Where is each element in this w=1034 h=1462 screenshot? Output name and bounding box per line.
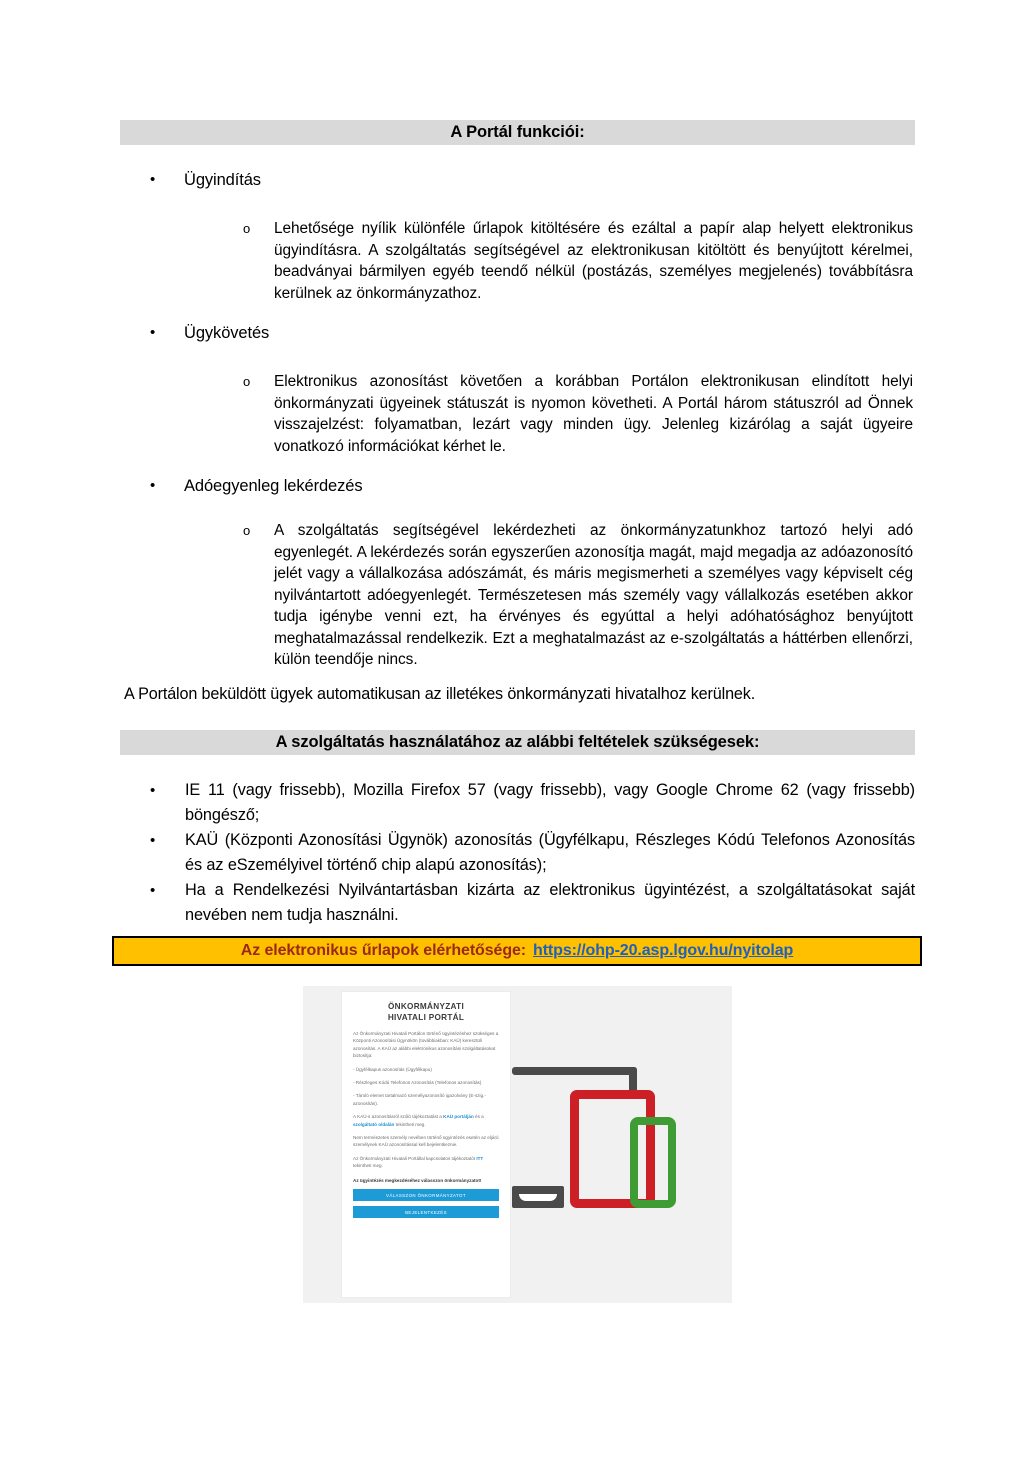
login-button[interactable]: BEJELENTKEZÉS bbox=[353, 1206, 499, 1218]
requirements-list bbox=[150, 778, 915, 928]
itt-link[interactable]: ITT bbox=[476, 1155, 484, 1161]
portal-method-telefonos: - Részleges Kódú Telefonos Azonosítás (Telefonos azonosítás) bbox=[353, 1080, 482, 1086]
eform-link-box bbox=[112, 936, 922, 966]
section-header-requirements-text: A szolgáltatás használatához az alábbi feltételek szükségesek: bbox=[275, 733, 760, 752]
phone-icon bbox=[630, 1117, 676, 1208]
note-paragraph: A Portálon beküldött ügyek automatikusan az illetékes önkormányzati hivatalhoz kerülnek. bbox=[124, 685, 756, 703]
paragraph-adoegyenleg-text: A szolgáltatás segítségével lekérdezheti az önkormányzatunkhoz tartozó helyi adó egyenlegét. A lekérdezés során egyszerűen azonosítja magát, majd megadja az adóazonosító jelét vagy a vállalkozása adószámát, és máris megismerheti a személyes vagy képviselt cég nyilvántartott adóegyenlegét. Természetesen más személy vagy vállalkozás esetében akkor tudja igénybe venni ezt, ha érvényes és egyúttal a helyi adóhatósághoz benyújtott meghatalmazással rendelkezik. Ezt a meghatalmazást az e-szolgáltatás a háttérben ellenőrzi, külön teendője nincs. bbox=[274, 522, 913, 668]
eform-link-url[interactable]: https://ohp-20.asp.lgov.hu/nyitolap bbox=[533, 942, 794, 959]
paragraph-adoegyenleg bbox=[243, 520, 913, 671]
bullet-disc-icon: • bbox=[150, 782, 156, 799]
paragraph-ugyinditas-text: Lehetősége nyílik különféle űrlapok kitöltésére és ezáltal a papír alap helyett elektronikus ügyindításra. A szolgáltatás segítségével az elektronikusan kitöltött és benyújtott kérelmei, beadványai bármilyen egyéb teendő nélkül (postázás, személyes megjelenés) továbbításra kerülnek az önkormányzathoz. bbox=[274, 220, 913, 302]
portal-method-eszig: - Tároló elemet tartalmazó személyazonosító igazolvány (E-szig.-azonosítás). bbox=[353, 1093, 486, 1106]
list-item-adoegyenleg-label: Adóegyenleg lekérdezés bbox=[184, 477, 363, 495]
portal-title-line2: HIVATALI PORTÁL bbox=[387, 1013, 465, 1022]
bullet-circle-icon: o bbox=[243, 523, 251, 538]
portal-info-suffix: tekintheti meg. bbox=[394, 1121, 426, 1127]
portal-contact-text bbox=[353, 1155, 499, 1170]
section-header-functions bbox=[120, 120, 915, 145]
portal-legal-note: Nem természetes személy nevében történő ügyintézés esetén az eljáró személynek KAÜ azonosítással kell bejelentkeznie. bbox=[353, 1135, 499, 1148]
portal-intro-text: Az Önkormányzati Hivatali Portálon történő ügyintézéshez szükséges a Központi Azonosítási Ügynökön (továbbiakban: KAÜ) keresztüli azonosítás. A KAÜ az alábbi elektronikus azonosítási szolgáltatásokat biztosítja: bbox=[353, 1031, 499, 1059]
section-header-functions-text: A Portál funkciói: bbox=[450, 123, 585, 142]
portal-info-text bbox=[353, 1113, 499, 1128]
portal-info-prefix: A KAÜ-s azonosításról szóló tájékoztatást a bbox=[353, 1114, 444, 1120]
list-item-ugykovetes bbox=[150, 323, 910, 343]
requirement-item-rendelkezesi-text: Ha a Rendelkezési Nyilvántartásban kizárta az elektronikus ügyintézést, a szolgáltatásokat saját nevében nem tudja használni. bbox=[185, 881, 915, 924]
select-municipality-button[interactable]: VÁLASSZON ÖNKORMÁNYZATOT bbox=[353, 1189, 499, 1201]
bullet-disc-icon: • bbox=[150, 477, 156, 494]
section-header-requirements bbox=[120, 730, 915, 755]
service-page-link[interactable]: szolgáltató oldalán bbox=[353, 1121, 395, 1127]
requirement-item-kau bbox=[150, 828, 915, 878]
portal-info-mid: és a bbox=[473, 1114, 484, 1120]
portal-cta-text: Az ügyintézés megkezdéséhez válasszon önkormányzatot! bbox=[353, 1177, 482, 1183]
monitor-arm-icon bbox=[512, 1067, 637, 1075]
portal-contact-prefix: Az Önkormányzati Hivatali Portállal kapcsolatos tájékoztatót bbox=[353, 1155, 477, 1161]
portal-method-ugyfelkapu: - Ügyfélkapus azonosítás (Ügyfélkapu) bbox=[353, 1066, 432, 1072]
portal-title-line1: ÖNKORMÁNYZATI bbox=[387, 1002, 465, 1011]
portal-screenshot bbox=[303, 986, 732, 1303]
list-item-ugyinditas bbox=[150, 170, 910, 190]
requirement-item-browser bbox=[150, 778, 915, 828]
bullet-disc-icon: • bbox=[150, 171, 156, 188]
eform-link-label: Az elektronikus űrlapok elérhetősége: bbox=[240, 942, 527, 959]
portal-contact-suffix: tekintheti meg. bbox=[353, 1163, 383, 1169]
paragraph-ugykovetes bbox=[243, 371, 913, 457]
monitor-base-icon bbox=[512, 1186, 564, 1208]
paragraph-ugyinditas bbox=[243, 218, 913, 304]
list-item-adoegyenleg bbox=[150, 476, 910, 496]
bullet-disc-icon: • bbox=[150, 882, 156, 899]
paragraph-ugykovetes-text: Elektronikus azonosítást követően a korábban Portálon elektronikusan elindított helyi önkormányzati ügyeinek státuszát is nyomon követheti. A Portál három státuszról ad Önnek visszajelzést: folyamatban, lezárt vagy minden ügy. Jelenleg kizárólag a saját ügyeire vonatkozó információkat kérhet le. bbox=[274, 373, 913, 455]
kau-portal-link[interactable]: KAÜ portálján bbox=[443, 1114, 474, 1120]
bullet-circle-icon: o bbox=[243, 374, 251, 389]
requirement-item-kau-text: KAÜ (Központi Azonosítási Ügynök) azonosítás (Ügyfélkapu, Részleges Kódú Telefonos Azonosítás és az eSzemélyivel történő chip alapú azonosítás); bbox=[185, 831, 915, 874]
bullet-circle-icon: o bbox=[243, 221, 251, 236]
requirement-item-browser-text: IE 11 (vagy frissebb), Mozilla Firefox 57 (vagy frissebb), vagy Google Chrome 62 (vagy frissebb) böngésző; bbox=[185, 781, 915, 824]
requirement-item-rendelkezesi bbox=[150, 878, 915, 928]
list-item-ugyinditas-label: Ügyindítás bbox=[184, 171, 261, 189]
portal-login-panel bbox=[341, 991, 511, 1298]
list-item-ugykovetes-label: Ügykövetés bbox=[184, 324, 270, 342]
bullet-disc-icon: • bbox=[150, 832, 156, 849]
bullet-disc-icon: • bbox=[150, 324, 156, 341]
